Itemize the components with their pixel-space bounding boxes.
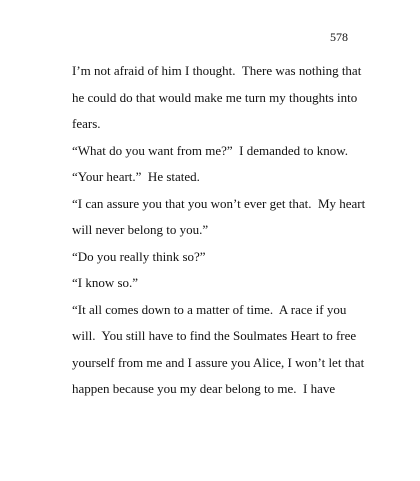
page-number: 578 bbox=[330, 30, 348, 44]
text-line: I’m not afraid of him I thought. There was nothing that bbox=[72, 63, 362, 78]
body-text bbox=[72, 63, 372, 408]
text-line: “It all comes down to a matter of time. A race if you bbox=[72, 301, 347, 317]
text-line: yourself from me and I assure you Alice, I won’t let that bbox=[72, 354, 365, 370]
text-line: “Do you really think so?” bbox=[72, 248, 206, 264]
text-line: “What do you want from me?” I demanded to know. bbox=[72, 142, 349, 158]
text-line: “I can assure you that you won’t ever get that. My heart bbox=[72, 195, 366, 211]
text-line: will never belong to you.” bbox=[72, 222, 209, 237]
text-line: he could do that would make me turn my thoughts into bbox=[72, 89, 358, 105]
text-line: happen because you my dear belong to me. I have bbox=[72, 381, 336, 396]
text-line: fears. bbox=[72, 116, 101, 131]
text-line: “I know so.” bbox=[72, 275, 139, 290]
text-line: will. You still have to find the Soulmates Heart to free bbox=[72, 328, 357, 343]
text-line: “Your heart.” He stated. bbox=[72, 169, 200, 184]
